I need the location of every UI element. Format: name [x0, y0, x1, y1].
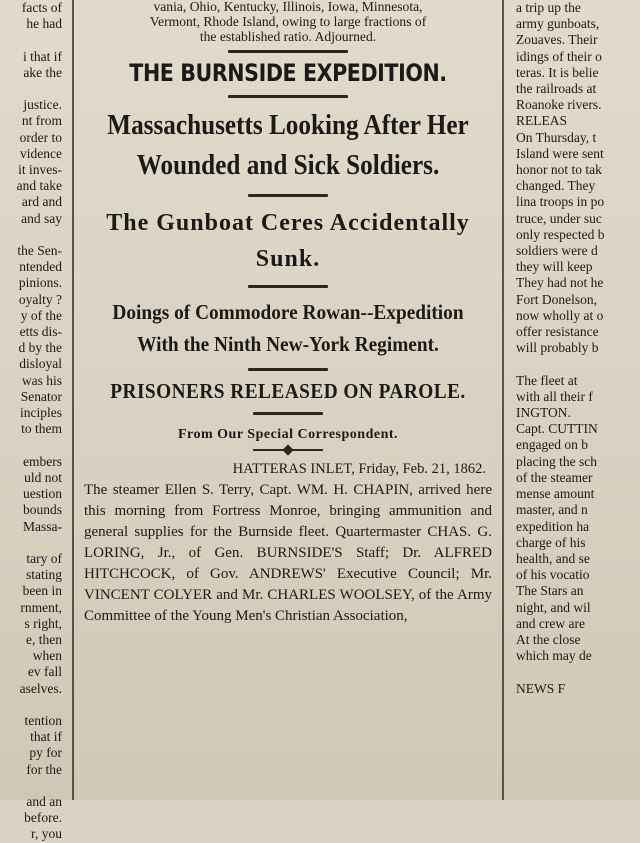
right-column-fragment — [508, 0, 640, 697]
right-column-line: Zouaves. Their — [516, 32, 598, 48]
left-column-line: been in — [22, 583, 62, 599]
right-column-line: which may de — [516, 648, 592, 664]
right-column-line: master, and n — [516, 502, 588, 518]
previous-article-line: Vermont, Rhode Island, owing to large fractions of — [149, 14, 427, 29]
left-column-line: tention — [24, 712, 62, 728]
left-column-line: bounds — [22, 502, 62, 518]
right-column-line: charge of his — [516, 534, 586, 550]
right-column-line: with all their f — [516, 388, 593, 404]
left-column-line: the Sen- — [17, 243, 62, 259]
right-column-line: RELEAS — [516, 113, 568, 129]
separator — [248, 285, 328, 288]
left-column-line: and take — [16, 178, 62, 194]
left-column-line: for the — [26, 761, 62, 777]
right-column-line: INGTON. — [516, 405, 571, 421]
right-column-line: now wholly at o — [516, 307, 604, 323]
right-column-line: a trip up the — [516, 0, 581, 15]
left-column-line: to them — [21, 421, 62, 437]
right-column-line: lina troops in po — [516, 194, 605, 210]
right-column-line: they will keep — [516, 259, 593, 275]
left-column-line: inciples — [20, 405, 62, 421]
right-column-line: Fort Donelson, — [516, 291, 597, 307]
right-column-line: On Thursday, t — [516, 129, 597, 145]
left-column-line: uld not — [24, 469, 62, 485]
previous-article-tail — [80, 0, 496, 44]
left-column-line: oyalty ? — [18, 291, 62, 307]
deck-prisoners: PRISONERS RELEASED ON PAROLE. — [110, 379, 466, 403]
left-column-line: uestion — [23, 486, 62, 502]
deck-commodore: Doings of Commodore Rowan--Expedition With the Ninth New-York Regiment. — [112, 300, 464, 356]
left-column-line — [0, 697, 66, 713]
left-column-line: was his — [21, 372, 62, 388]
left-column-line: vidence — [20, 145, 62, 161]
left-column-line: order to — [19, 129, 62, 145]
left-column-line — [0, 227, 66, 243]
left-column-line: py for — [29, 745, 62, 761]
separator — [248, 368, 328, 371]
left-column-line: e, then — [26, 631, 62, 647]
left-column-line — [0, 437, 66, 453]
separator — [248, 194, 328, 197]
left-column-line: that if — [30, 729, 62, 745]
separator — [228, 50, 348, 53]
byline: From Our Special Correspondent. — [177, 427, 399, 442]
left-column-line: before. — [24, 810, 62, 826]
left-column-line: stating — [26, 567, 62, 583]
right-column-line: expedition ha — [516, 518, 590, 534]
left-column-line: d by the — [18, 340, 62, 356]
right-column-line: health, and se — [516, 550, 590, 566]
left-column-line — [0, 535, 66, 551]
headline: THE BURNSIDE EXPEDITION. — [129, 59, 447, 87]
right-column-line: offer resistance — [516, 324, 599, 340]
left-column-line: ev fall — [27, 664, 62, 680]
right-column-line: the railroads at — [516, 81, 597, 97]
left-column-line: pinions. — [18, 275, 62, 291]
left-column-line: s right, — [24, 615, 62, 631]
left-column-line: aselves. — [19, 680, 62, 696]
left-column-line: it inves- — [18, 162, 62, 178]
right-column-line: and crew are — [516, 615, 585, 631]
deck-gunboat: The Gunboat Ceres Accidentally Sunk. — [106, 210, 470, 272]
left-column-line: ake the — [23, 64, 62, 80]
right-column-line: will probably b — [516, 340, 599, 356]
right-column-line: At the close — [516, 631, 581, 647]
left-column-line: r, you — [31, 826, 62, 842]
right-column-line: teras. It is belie — [516, 64, 599, 80]
column-rule-left — [72, 0, 74, 800]
separator — [228, 95, 348, 98]
left-column-line: ntended — [19, 259, 62, 275]
left-column-fragment — [0, 0, 66, 843]
right-column-line: truce, under suc — [516, 210, 602, 226]
left-column-line: ard and — [21, 194, 62, 210]
separator — [253, 412, 323, 415]
left-column-line: when — [32, 648, 62, 664]
left-column-line: justice. — [23, 97, 62, 113]
left-column-line — [0, 81, 66, 97]
right-column-line: army gunboats, — [516, 16, 600, 32]
right-column-line: placing the sch — [516, 453, 597, 469]
right-column-line: They had not he — [516, 275, 604, 291]
right-column-line: only respected b — [516, 226, 605, 242]
left-column-line: he had — [26, 16, 62, 32]
left-column-line: Senator — [20, 388, 62, 404]
left-column-line: and say — [21, 210, 62, 226]
left-column-line: nt from — [21, 113, 62, 129]
left-column-line: Massa- — [23, 518, 62, 534]
right-column-line: NEWS F — [516, 680, 566, 696]
dateline: HATTERAS INLET, Friday, Feb. 21, 1862. — [232, 461, 486, 477]
right-column-line: honor not to tak — [516, 162, 602, 178]
right-column-line: Roanoke rivers. — [516, 97, 602, 113]
right-column-line: of the steamer — [516, 469, 593, 485]
left-column-line: tary of — [26, 550, 62, 566]
left-column-line: y of the — [20, 307, 62, 323]
right-column-line: mense amount — [516, 486, 595, 502]
right-column-line: engaged on b — [516, 437, 588, 453]
left-column-line: rnment, — [20, 599, 62, 615]
left-column-line: etts dis- — [19, 324, 62, 340]
left-column-line: facts of — [21, 0, 62, 15]
right-column-line — [508, 356, 640, 372]
left-column-line: embers — [23, 453, 62, 469]
right-column-line: Island were sent — [516, 145, 604, 161]
main-article — [80, 0, 496, 627]
left-column-line — [0, 32, 66, 48]
previous-article-line: the established ratio. Adjourned. — [199, 29, 377, 44]
left-column-line: disloyal — [19, 356, 62, 372]
left-column-line: i that if — [23, 48, 62, 64]
right-column-line: idings of their o — [516, 48, 602, 64]
right-column-line: changed. They — [516, 178, 596, 194]
ornament-divider — [253, 449, 323, 451]
right-column-line: The fleet at — [516, 372, 578, 388]
left-column-line: and an — [26, 793, 62, 809]
right-column-line: night, and wil — [516, 599, 591, 615]
column-rule-right — [502, 0, 504, 800]
left-column-line — [0, 778, 66, 794]
deck-massachusetts: Massachusetts Looking After Her Wounded and Sick Soldiers. — [107, 110, 469, 181]
right-column-line: of his vocatio — [516, 567, 590, 583]
right-column-line: soldiers were d — [516, 243, 598, 259]
right-column-line: The Stars an — [516, 583, 584, 599]
article-body: The steamer Ellen S. Terry, Capt. WM. H. CHAPIN, arrived here this morning from Fortress Monroe, bringing ammunition and general supplies for the Burnside fleet. Quartermaster CHAS. G. LORING, Jr., of Gen. BURNSIDE'S Staff; Dr. ALFRED HITCHCOCK, of Gov. ANDREWS' Executive Council; Mr. VINCENT COLYER and Mr. CHARLES WOOLSEY, of the Army Committee of the Young Men's Christian Association, — [84, 482, 492, 624]
right-column-line — [508, 664, 640, 680]
previous-article-line: vania, Ohio, Kentucky, Illinois, Iowa, Minnesota, — [153, 0, 423, 14]
right-column-line: Capt. CUTTIN — [516, 421, 598, 437]
